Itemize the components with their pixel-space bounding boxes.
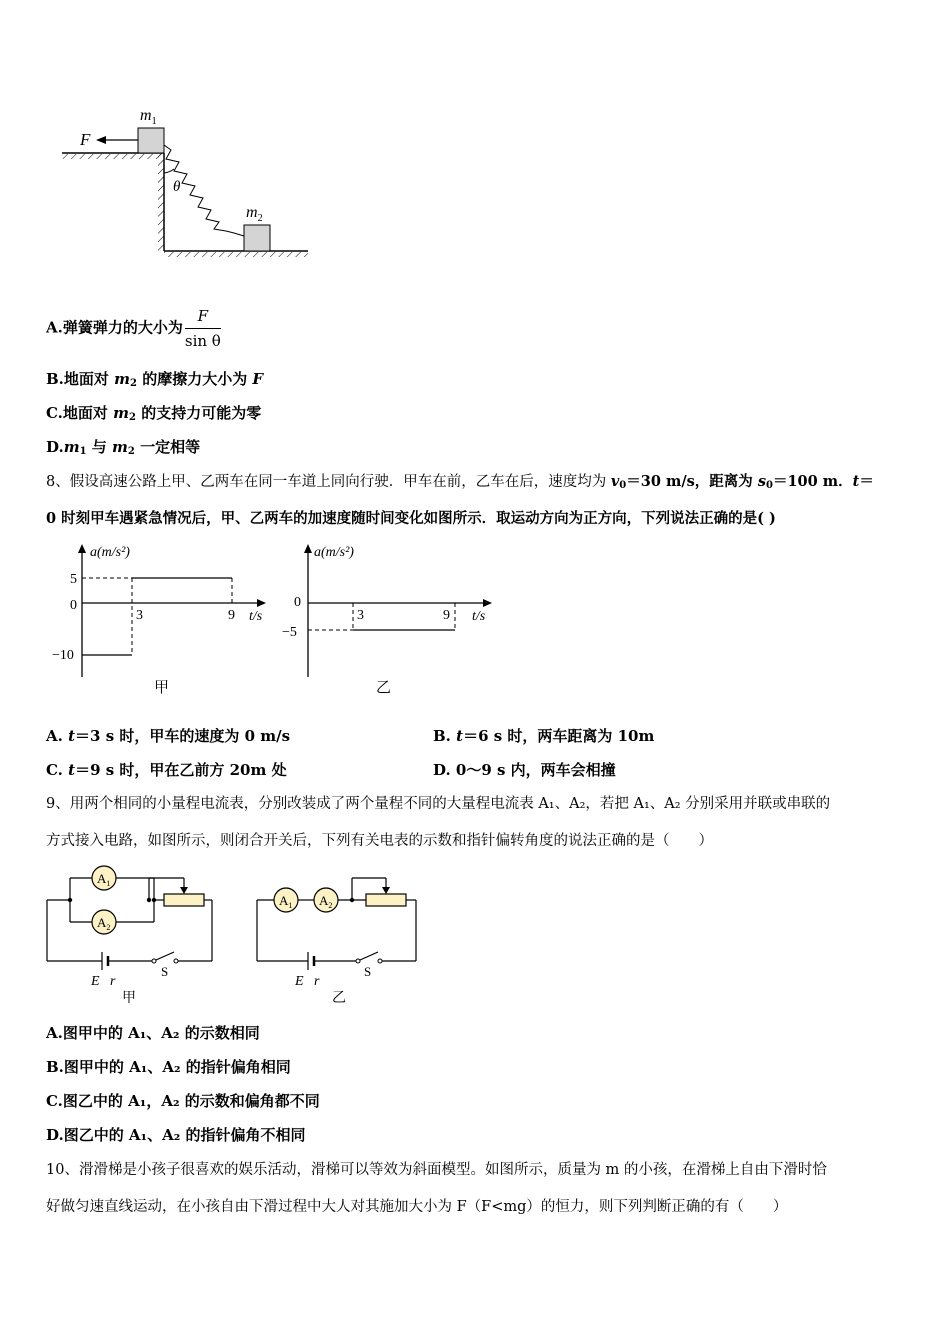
label-m2: $m_2$ <box>246 204 263 224</box>
block-m2 <box>244 225 270 251</box>
block-m1 <box>138 128 164 153</box>
svg-text:E: E <box>295 974 304 989</box>
q7-option-d[interactable]: $D.m_1$ 与 $m_2$ 一定相等 <box>46 438 201 457</box>
svg-text:−10: −10 <box>52 648 74 663</box>
fraction: $\frac{F}{\text{sin θ}}$ <box>184 307 221 350</box>
spring-blocks-figure <box>50 95 330 265</box>
graph-jia-xlabel: t/s <box>249 609 263 624</box>
label-F: F <box>80 130 91 149</box>
svg-text:9: 9 <box>443 608 450 623</box>
graph-yi <box>280 540 510 700</box>
q9-option-d[interactable]: D.图乙中的 A₁、A₂ 的指针偏角不相同 <box>46 1126 306 1144</box>
graph-jia-caption: 甲 <box>154 680 170 696</box>
q8-option-d[interactable]: D. 0～9 s 内，两车会相撞 <box>433 761 616 779</box>
svg-text:3: 3 <box>136 608 143 623</box>
q8-option-b[interactable]: B. t＝6 s 时，两车距离为 10m <box>433 727 655 745</box>
svg-text:E: E <box>91 974 100 989</box>
q10-stem-line1: 10、滑滑梯是小孩子很喜欢的娱乐活动，滑梯可以等效为斜面模型。如图所示，质量为 m 的小孩，在滑梯上自由下滑时恰 <box>46 1162 827 1178</box>
svg-text:r: r <box>110 974 116 989</box>
graph-yi-xlabel: t/s <box>472 609 486 624</box>
svg-text:0: 0 <box>70 598 77 613</box>
svg-text:S: S <box>364 964 372 979</box>
svg-text:A1: $A_1$ <box>279 893 293 910</box>
graph-jia-ylabel: a(m/s²) <box>90 545 130 560</box>
svg-text:S: S <box>161 964 169 979</box>
svg-text:5: 5 <box>70 572 77 587</box>
svg-text:9: 9 <box>228 608 235 623</box>
label-m1: $m_1$ <box>140 107 157 127</box>
svg-text:A2: $A_2$ <box>97 915 111 932</box>
circuit-jia-caption: 甲 <box>122 991 136 1006</box>
svg-text:−5: −5 <box>282 625 297 640</box>
q9-stem-line2: 方式接入电路，如图所示，则闭合开关后，下列有关电表的示数和指针偏转角度的说法正确的是（ ） <box>46 833 713 849</box>
q8-option-c[interactable]: C. t＝9 s 时，甲在乙前方 20m 处 <box>46 761 287 779</box>
q8-option-a[interactable]: A. t＝3 s 时，甲车的速度为 0 m/s <box>46 727 291 745</box>
svg-text:0: 0 <box>294 595 301 610</box>
label-theta: θ <box>173 179 181 195</box>
graph-yi-caption: 乙 <box>376 680 392 696</box>
q9-option-a[interactable]: A.图甲中的 A₁、A₂ 的示数相同 <box>46 1024 260 1042</box>
circuit-jia <box>44 858 224 1008</box>
circuit-yi <box>252 858 432 1008</box>
circuit-yi-caption: 乙 <box>332 991 346 1006</box>
svg-text:A2: $A_2$ <box>319 893 333 910</box>
svg-text:r: r <box>314 974 320 989</box>
q8-stem-line1: 8、假设高速公路上甲、乙两车在同一车道上同向行驶．甲车在前，乙车在后，速度均为 $v_0=30$ m/s，距离为 $s_0=100$ m．t＝ <box>46 473 874 491</box>
graph-yi-ylabel: a(m/s²) <box>314 545 354 560</box>
q9-option-b[interactable]: B.图甲中的 A₁、A₂ 的指针偏角相同 <box>46 1058 291 1076</box>
q10-stem-line2: 好做匀速直线运动，在小孩自由下滑过程中大人对其施加大小为 F（F<mg）的恒力，则下列判断正确的有（ ） <box>46 1199 788 1215</box>
svg-text:A1: $A_1$ <box>97 871 111 888</box>
q9-stem-line1: 9、用两个相同的小量程电流表，分别改装成了两个量程不同的大量程电流表 A₁、A₂，若把 A₁、A₂ 分别采用并联或串联的 <box>46 796 831 812</box>
svg-text:3: 3 <box>357 608 364 623</box>
q7-option-c[interactable]: C.地面对 $m_2$ 的支持力可能为零 <box>46 404 262 423</box>
q7-option-a[interactable] <box>46 306 221 351</box>
q7-option-a-text: A.弹簧弹力的大小为 <box>46 318 183 337</box>
graph-jia <box>48 540 278 700</box>
q8-stem-line2: 0 时刻甲车遇紧急情况后，甲、乙两车的加速度随时间变化如图所示．取运动方向为正方向，下列说法正确的是( ) <box>46 510 776 527</box>
q9-option-c[interactable]: C.图乙中的 A₁，A₂ 的示数和偏角都不同 <box>46 1092 320 1110</box>
q7-option-b[interactable]: B.地面对 $m_2$ 的摩擦力大小为 F <box>46 370 264 389</box>
